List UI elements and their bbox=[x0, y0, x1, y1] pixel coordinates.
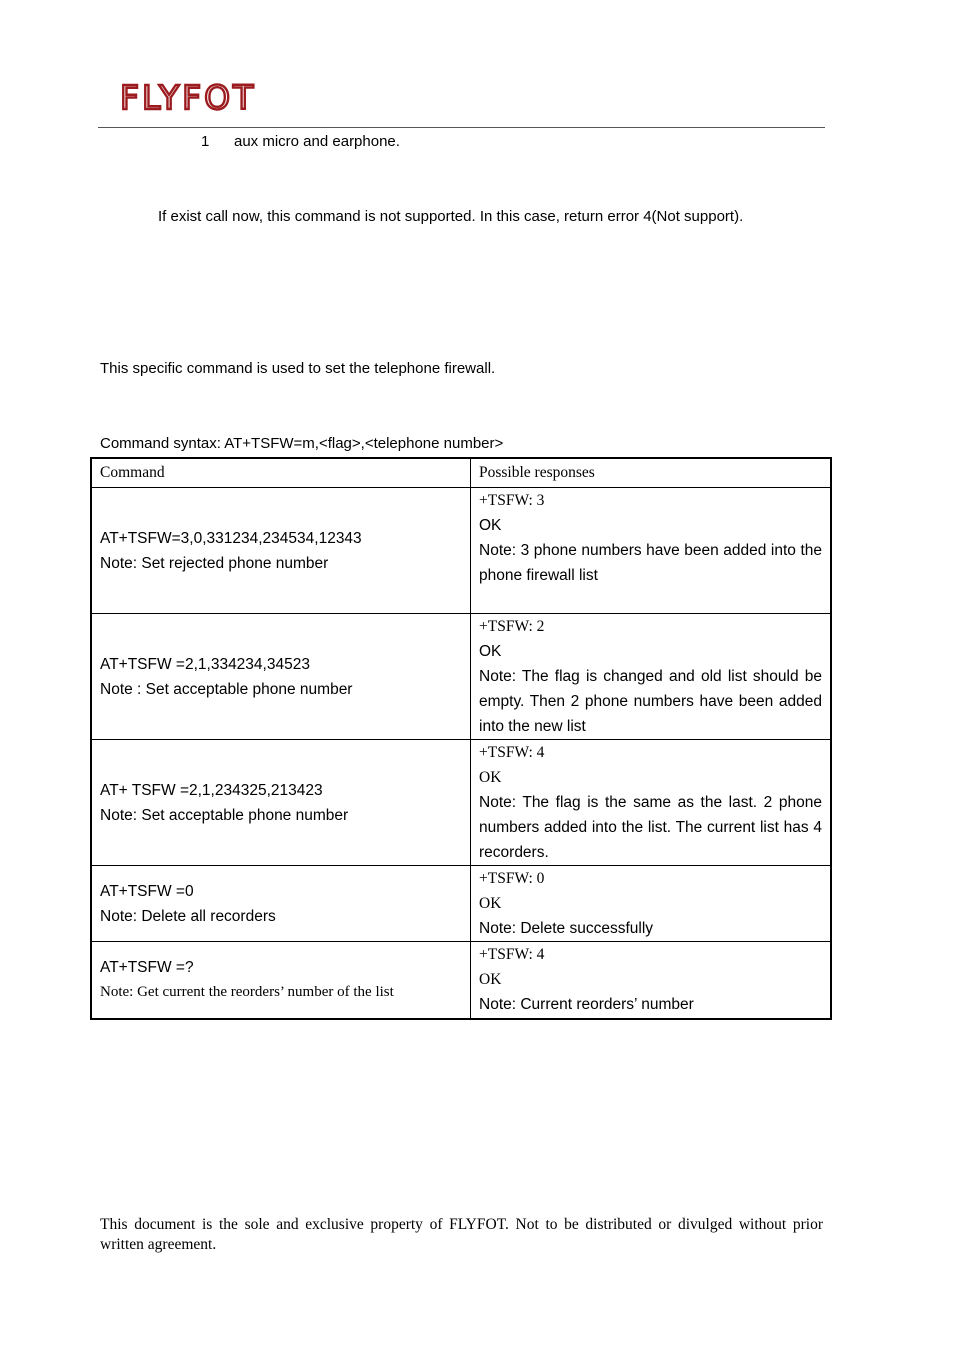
response-cell bbox=[471, 866, 832, 942]
command-note: Note: Set acceptable phone number bbox=[100, 806, 349, 824]
response-ok: OK bbox=[479, 971, 502, 989]
header-rule bbox=[98, 127, 825, 128]
response-code: +TSFW: 2 bbox=[479, 618, 545, 635]
command-note: Note: Set rejected phone number bbox=[100, 554, 329, 572]
command-text: AT+TSFW =2,1,334234,34523 bbox=[100, 655, 310, 673]
response-code: +TSFW: 4 bbox=[479, 946, 545, 964]
command-cell bbox=[91, 942, 471, 1019]
header-responses: Possible responses bbox=[471, 458, 832, 488]
flyfot-logo bbox=[118, 80, 314, 114]
response-code: +TSFW: 0 bbox=[479, 870, 545, 887]
response-note: Note: 3 phone numbers have been added into the phone firewall list bbox=[479, 542, 822, 584]
response-code: +TSFW: 4 bbox=[479, 744, 545, 761]
response-note: Note: Current reorders’ number bbox=[479, 996, 694, 1014]
table-row bbox=[91, 614, 831, 740]
response-note: Note: The flag is changed and old list should be empty. Then 2 phone numbers have been added into the new list bbox=[479, 668, 822, 735]
table-row bbox=[91, 866, 831, 942]
command-syntax: Command syntax: AT+TSFW=m,<flag>,<telephone number> bbox=[100, 435, 504, 452]
response-note: Note: Delete successfully bbox=[479, 920, 654, 937]
command-note: Note: Delete all recorders bbox=[100, 907, 276, 925]
response-cell bbox=[471, 488, 832, 614]
response-cell bbox=[471, 942, 832, 1019]
response-ok: OK bbox=[479, 643, 502, 660]
command-cell bbox=[91, 614, 471, 740]
command-note: Note : Set acceptable phone number bbox=[100, 680, 353, 698]
command-table bbox=[90, 457, 832, 1020]
command-cell bbox=[91, 488, 471, 614]
table-row bbox=[91, 942, 831, 1019]
command-text: AT+ TSFW =2,1,234325,213423 bbox=[100, 781, 323, 799]
response-ok: OK bbox=[479, 517, 502, 534]
table-row bbox=[91, 488, 831, 614]
response-cell bbox=[471, 614, 832, 740]
command-text: AT+TSFW =? bbox=[100, 958, 194, 976]
command-note: Note: Get current the reorders’ number of the list bbox=[100, 983, 394, 1000]
response-note: Note: The flag is the same as the last. 2 phone numbers added into the list. The current list has 4 recorders. bbox=[479, 794, 822, 861]
response-ok: OK bbox=[479, 769, 502, 786]
table-row bbox=[91, 740, 831, 866]
note-paragraph: If exist call now, this command is not supported. In this case, return error 4(Not support). bbox=[158, 208, 744, 225]
command-cell bbox=[91, 866, 471, 942]
footer-notice: This document is the sole and exclusive property of FLYFOT. Not to be distributed or divulged without prior written agreement. bbox=[100, 1216, 823, 1253]
list-item-number: 1 bbox=[201, 133, 210, 150]
response-cell bbox=[471, 740, 832, 866]
logo-text: FLYFOT bbox=[120, 80, 257, 114]
header-command: Command bbox=[91, 458, 471, 488]
command-text: AT+TSFW =0 bbox=[100, 882, 194, 900]
response-ok: OK bbox=[479, 895, 502, 912]
list-item-text: aux micro and earphone. bbox=[234, 133, 400, 150]
description-paragraph: This specific command is used to set the telephone firewall. bbox=[100, 360, 496, 377]
command-text: AT+TSFW=3,0,331234,234534,12343 bbox=[100, 529, 362, 547]
table-header-row bbox=[91, 458, 831, 488]
response-code: +TSFW: 3 bbox=[479, 492, 545, 509]
command-cell bbox=[91, 740, 471, 866]
